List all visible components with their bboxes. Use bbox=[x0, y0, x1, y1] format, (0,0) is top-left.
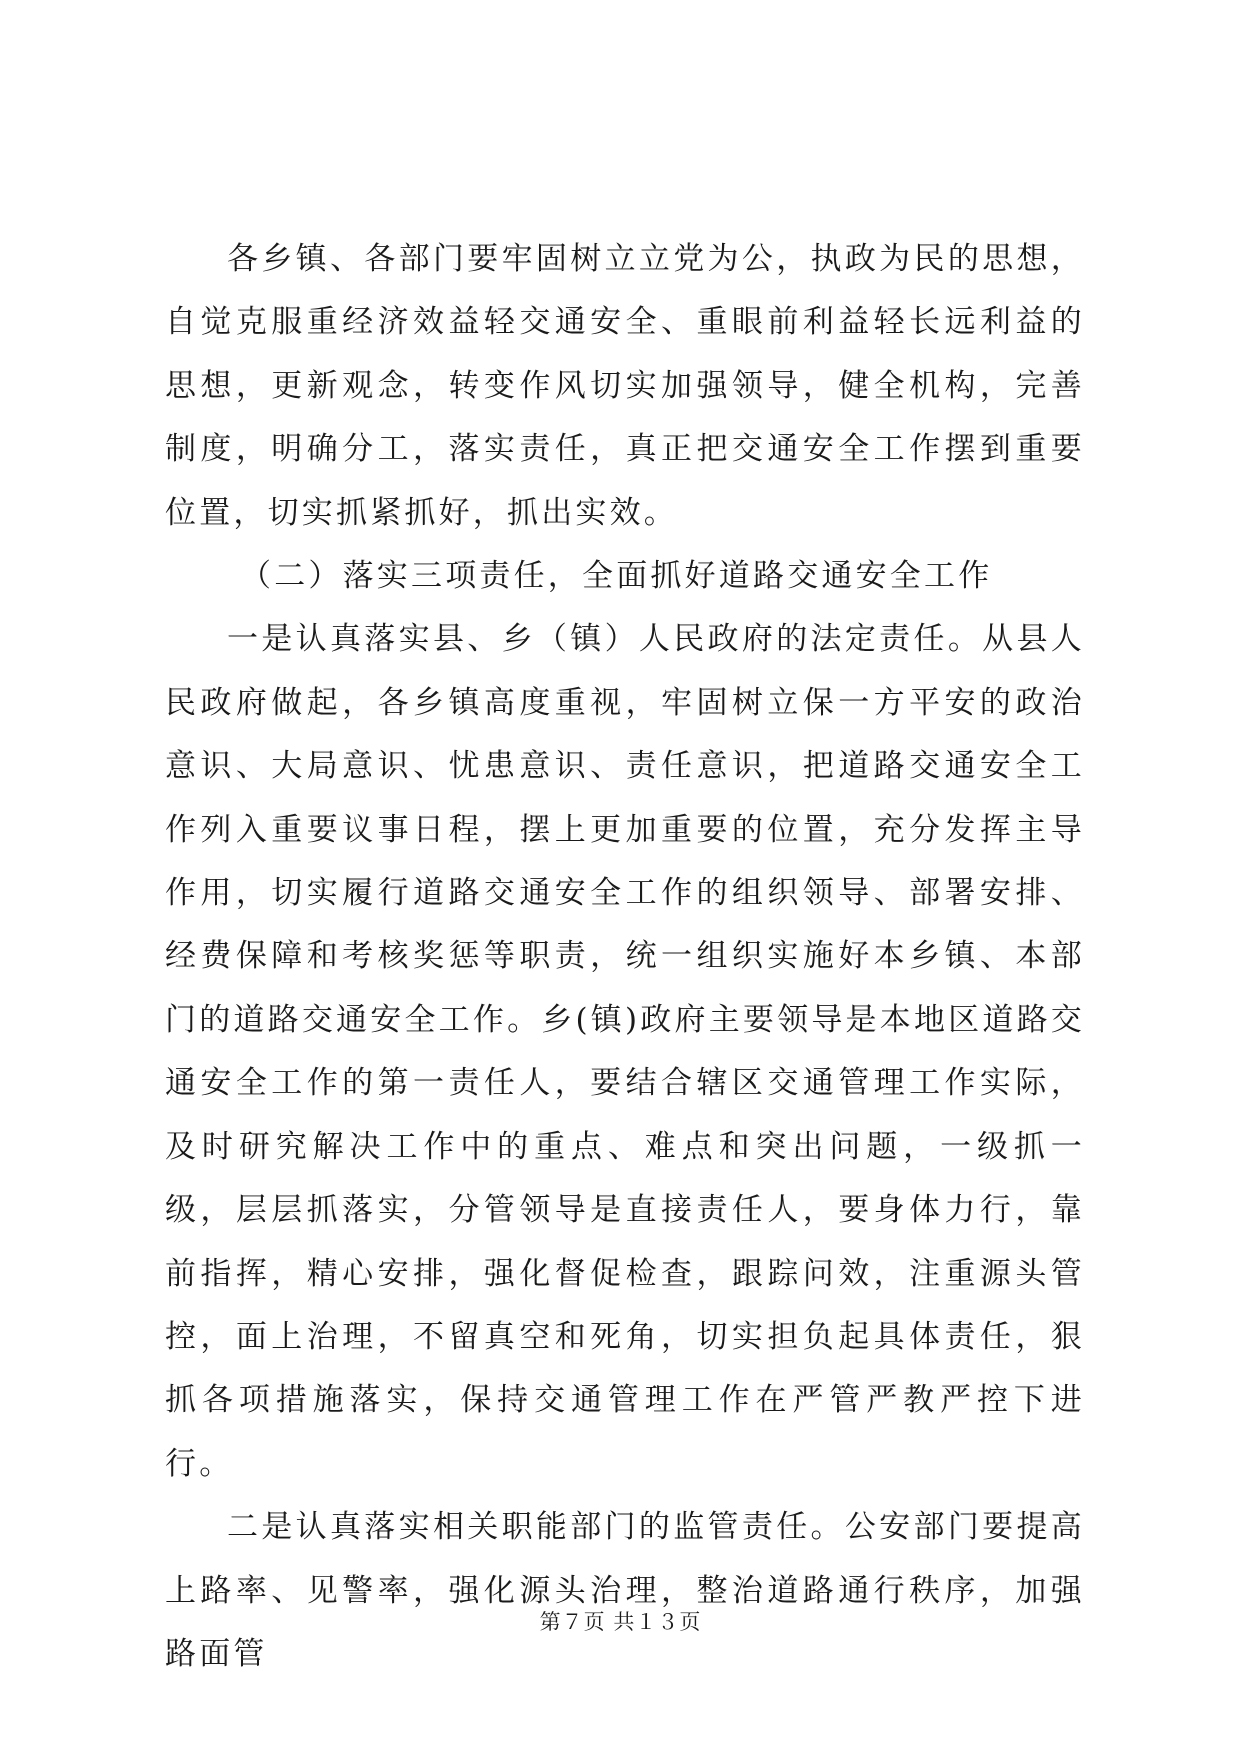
document-body bbox=[165, 228, 1085, 1686]
page-number-footer: 第７页 共１３页 bbox=[539, 1610, 702, 1634]
paragraph-leadership: 各乡镇、各部门要牢固树立立党为公，执政为民的思想，自觉克服重经济效益轻交通安全、重眼前利益轻长远利益的思想，更新观念，转变作风切实加强领导，健全机构，完善制度，明确分工，落实责任，真正把交通安全工作摆到重要位置，切实抓紧抓好，抓出实效。 bbox=[165, 241, 1085, 531]
section-heading: （二）落实三项责任，全面抓好道路交通安全工作 bbox=[240, 558, 993, 595]
paragraph-government-responsibility: 一是认真落实县、乡（镇）人民政府的法定责任。从县人民政府做起，各乡镇高度重视，牢固树立保一方平安的政治意识、大局意识、忧患意识、责任意识，把道路交通安全工作列入重要议事日程，摆上更加重要的位置，充分发挥主导作用，切实履行道路交通安全工作的组织领导、部署安排、经费保障和考核奖惩等职责，统一组织实施好本乡镇、本部门的道路交通安全工作。乡(镇)政府主要领导是本地区道路交通安全工作的第一责任人，要结合辖区交通管理工作实际，及时研究解决工作中的重点、难点和突出问题，一级抓一级，层层抓落实，分管领导是直接责任人，要身体力行，靠前指挥，精心安排，强化督促检查，跟踪问效，注重源头管控，面上治理，不留真空和死角，切实担负起具体责任，狠抓各项措施落实，保持交通管理工作在严管严教严控下进行。 bbox=[165, 621, 1085, 1482]
paragraph-department-responsibility: 二是认真落实相关职能部门的监管责任。公安部门要提高上路率、见警率，强化源头治理，整治道路通行秩序，加强路面管 bbox=[165, 1509, 1085, 1672]
